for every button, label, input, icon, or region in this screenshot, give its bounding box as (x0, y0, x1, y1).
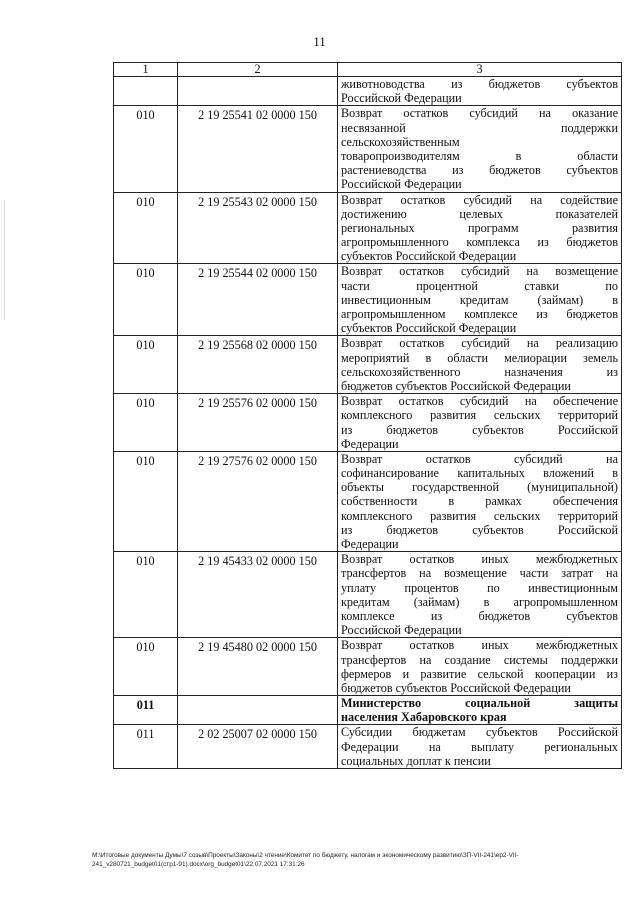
column-header-3: 3 (338, 63, 622, 77)
description-line: из бюджетов субъектов Российской (341, 522, 618, 537)
row-code-admin: 011 (114, 696, 178, 725)
description-line: бюджетов субъектов Российской Федерации (341, 378, 571, 393)
table-row (114, 106, 622, 192)
row-budget-code: 2 19 45433 02 0000 150 (178, 552, 338, 638)
row-code-admin (114, 77, 178, 106)
row-description (338, 192, 622, 264)
description-line: Возврат остатков субсидий на возмещение (341, 264, 618, 279)
budget-codes-table (113, 62, 622, 769)
description-line: достижению целевых показателей (341, 206, 618, 221)
description-line: трансфертов на возмещение части затрат на (341, 566, 618, 581)
description-line: Российской Федерации (341, 623, 462, 638)
description-line: Возврат остатков иных межбюджетных (341, 638, 618, 653)
description-line: растениеводства из бюджетов субъектов (341, 163, 618, 178)
row-budget-code: 2 19 27576 02 0000 150 (178, 451, 338, 551)
description-line: животноводства из бюджетов субъектов (341, 77, 618, 91)
description-line: Возврат остатков субсидий на содействие (341, 192, 618, 207)
description-line: Российской Федерации (341, 91, 462, 106)
row-budget-code: 2 19 25541 02 0000 150 (178, 106, 338, 192)
description-line: Российской Федерации (341, 177, 462, 192)
row-description (338, 725, 622, 769)
row-description (338, 696, 622, 725)
table-row (114, 725, 622, 769)
description-line: бюджетов субъектов Российской Федерации (341, 680, 571, 695)
description-line: собственности в рамках обеспечения (341, 494, 618, 509)
description-line: инвестиционным кредитам (займам) в (341, 292, 618, 307)
description-line: из бюджетов субъектов Российской (341, 422, 618, 437)
description-line: Возврат остатков субсидий на реализацию (341, 336, 618, 351)
description-line: комплексе из бюджетов субъектов (341, 608, 618, 623)
description-line: агропромышленного комплекса из бюджетов (341, 235, 618, 250)
description-line: несвязанной поддержки (341, 120, 618, 135)
row-budget-code: 2 02 25007 02 0000 150 (178, 725, 338, 769)
description-line: кредитам (займам) в агропромышленном (341, 594, 618, 609)
table-body (114, 63, 622, 769)
description-line: населения Хабаровского края (341, 710, 507, 725)
description-line: Возврат остатков субсидий на обеспечение (341, 394, 618, 409)
description-line: мероприятий в области мелиорации земель (341, 350, 618, 365)
table-row (114, 638, 622, 696)
description-line: Возврат остатков субсидий на (341, 451, 618, 466)
row-budget-code: 2 19 25544 02 0000 150 (178, 264, 338, 336)
description-line: товаропроизводителям в области (341, 148, 618, 163)
row-description (338, 336, 622, 394)
file-path-footer (92, 851, 622, 869)
footer-line-2: 241_v280721_budget01(стр1-91).docx\org_budget01\22.07.2021 17:31:26 (92, 861, 305, 868)
row-budget-code (178, 696, 338, 725)
table-row (114, 394, 622, 452)
description-line: социальных доплат к пенсии (341, 753, 491, 768)
row-budget-code: 2 19 45480 02 0000 150 (178, 638, 338, 696)
row-description (338, 394, 622, 452)
table-row (114, 696, 622, 725)
description-line: Министерство социальной защиты (341, 696, 618, 711)
description-line: сельскохозяйственным (341, 134, 460, 149)
description-line: части процентной ставки по (341, 278, 618, 293)
row-code-admin: 010 (114, 552, 178, 638)
description-line: Возврат остатков субсидий на оказание (341, 106, 618, 121)
table-row (114, 77, 622, 106)
description-line: агропромышленном комплексе из бюджетов (341, 307, 618, 321)
description-line: фермеров и развитие сельской кооперации из (341, 666, 618, 681)
row-code-admin: 010 (114, 451, 178, 551)
page-number: 11 (313, 34, 326, 49)
description-line: сельскохозяйственного назначения из (341, 364, 618, 379)
table-row (114, 192, 622, 264)
description-line: Федерации (341, 436, 399, 451)
description-line: Возврат остатков иных межбюджетных (341, 552, 618, 567)
description-line: субъектов Российской Федерации (341, 321, 517, 336)
table-header-row (114, 63, 622, 77)
column-header-2: 2 (178, 63, 338, 77)
row-budget-code: 2 19 25568 02 0000 150 (178, 336, 338, 394)
row-description (338, 451, 622, 551)
row-description (338, 106, 622, 192)
row-description (338, 77, 622, 106)
row-code-admin: 010 (114, 638, 178, 696)
row-budget-code (178, 77, 338, 106)
row-budget-code: 2 19 25576 02 0000 150 (178, 394, 338, 452)
row-description (338, 264, 622, 336)
table-row (114, 552, 622, 638)
footer-line-1: M:\Итоговые документы Думы\7 созыв\Проекты\Законы\2 чтение\Комитет по бюджету, налогам и экономическому развитию\ЗП-VII-241\ep2-VII- (92, 852, 519, 859)
row-description (338, 552, 622, 638)
row-budget-code: 2 19 25543 02 0000 150 (178, 192, 338, 264)
table-row (114, 451, 622, 551)
description-line: комплексного развития сельских территорий (341, 508, 618, 523)
description-line: региональных программ развития (341, 220, 618, 235)
table-row (114, 336, 622, 394)
scan-margin-mark (4, 200, 5, 320)
description-line: трансфертов на создание системы поддержки (341, 652, 618, 667)
row-description (338, 638, 622, 696)
row-code-admin: 011 (114, 725, 178, 769)
row-code-admin: 010 (114, 192, 178, 264)
description-line: уплату процентов по инвестиционным (341, 580, 618, 595)
description-line: объекты государственной (муниципальной) (341, 480, 618, 495)
description-line: Федерации (341, 537, 399, 551)
row-code-admin: 010 (114, 394, 178, 452)
row-code-admin: 010 (114, 106, 178, 192)
table-row (114, 264, 622, 336)
description-line: комплексного развития сельских территорий (341, 408, 618, 423)
row-code-admin: 010 (114, 264, 178, 336)
description-line: субъектов Российской Федерации (341, 249, 517, 264)
row-code-admin: 010 (114, 336, 178, 394)
description-line: софинансирование капитальных вложений в (341, 466, 618, 481)
column-header-1: 1 (114, 63, 178, 77)
description-line: Субсидии бюджетам субъектов Российской (341, 725, 618, 740)
description-line: Федерации на выплату региональных (341, 739, 618, 754)
